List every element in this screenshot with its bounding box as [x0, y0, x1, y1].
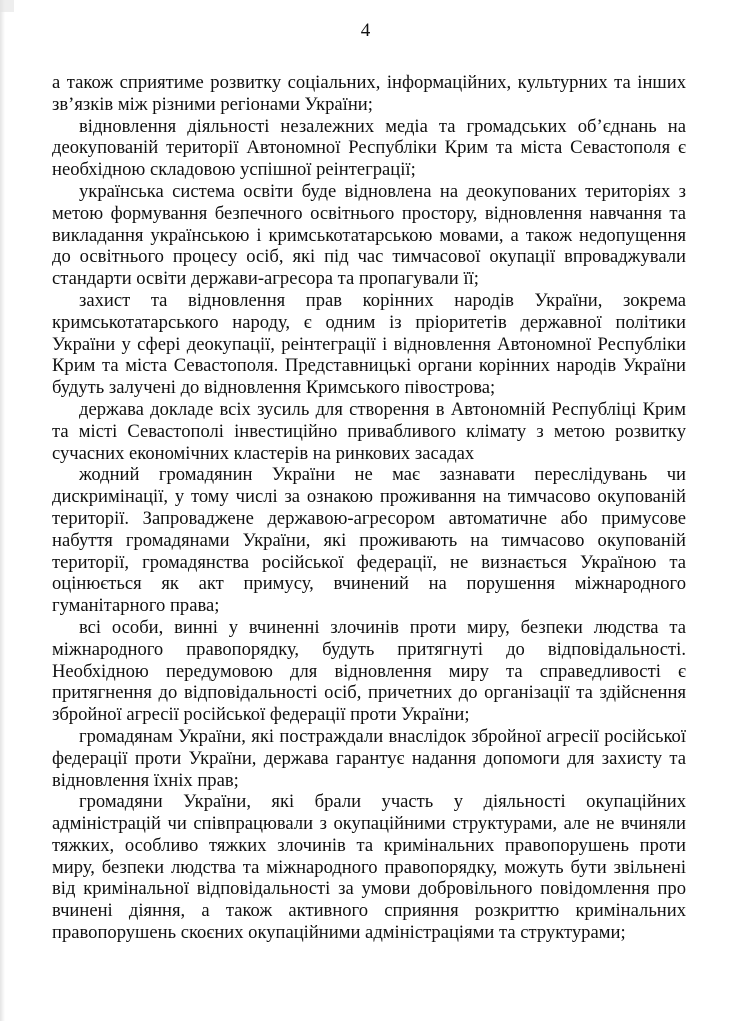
- paragraph: громадянам України, які постраждали внаслідок збройної агресії російської федерації проти України, держава гарантує надання допомоги для захисту та відновлення їхніх прав;: [52, 725, 686, 791]
- paragraph: громадяни України, які брали участь у діяльності окупаційних адміністрацій чи співпрацювали з окупаційними структурами, але не вчиняли тяжких, особливо тяжких злочинів та кримінальних правопорушень проти миру, безпеки людства та міжнародного правопорядку, можуть бути звільнені від кримінальної відповідальності за умови добровільного повідомлення про вчинені діяння, а також активного сприяння розкриттю кримінальних правопорушень скоєних окупаційними адміністраціями та структурами;: [52, 791, 686, 944]
- paragraph: відновлення діяльності незалежних медіа та громадських об’єднань на деокупованій території Автономної Республіки Крим та міста Севастополя є необхідною складовою успішної реінтеграції;: [52, 115, 686, 181]
- scan-corner-artifact: [0, 0, 14, 12]
- paragraph: захист та відновлення прав корінних народів України, зокрема кримськотатарського народу, є одним із пріоритетів державної політики України у сфері деокупації, реінтеграції і відновлення Автономної Республіки Крим та міста Севастополя. Представницькі органи корінних народів України будуть залучені до відновлення Кримського півострова;: [52, 289, 686, 399]
- paragraph: всі особи, винні у вчиненні злочинів проти миру, безпеки людства та міжнародного правопорядку, будуть притягнуті до відповідальності. Необхідною передумовою для відновлення миру та справедливості є притягнення до відповідальності осіб, причетних до організації та здійснення збройної агресії російської федерації проти України;: [52, 616, 686, 726]
- paragraph: українська система освіти буде відновлена на деокупованих територіях з метою формування безпечного освітнього простору, відновлення навчання та викладання українською і кримськотатарською мовами, а також недопущення до освітнього процесу осіб, які під час тимчасової окупації впроваджували стандарти освіти держави-агресора та пропагували її;: [52, 180, 686, 290]
- paragraph: держава докладе всіх зусиль для створення в Автономній Республіці Крим та місті Севастополі інвестиційно привабливого клімату з метою розвитку сучасних економічних кластерів на ринкових засадах: [52, 398, 686, 464]
- page-number: 4: [360, 20, 371, 41]
- scan-edge-artifact: [0, 0, 5, 1021]
- paragraph: а також сприятиме розвитку соціальних, інформаційних, культурних та інших зв’язків між різними регіонами України;: [52, 72, 686, 115]
- document-body: [52, 72, 686, 944]
- paragraph: жодний громадянин України не має зазнавати переслідувань чи дискримінації, у тому числі за ознакою проживання на тимчасово окупованій території. Запроваджене державою-агресором автоматичне або примусове набуття громадянами України, які проживають на тимчасово окупованій території, громадянства російської федерації, не визнається Україною та оцінюється як акт примусу, вчинений на порушення міжнародного гуманітарного права;: [52, 464, 686, 617]
